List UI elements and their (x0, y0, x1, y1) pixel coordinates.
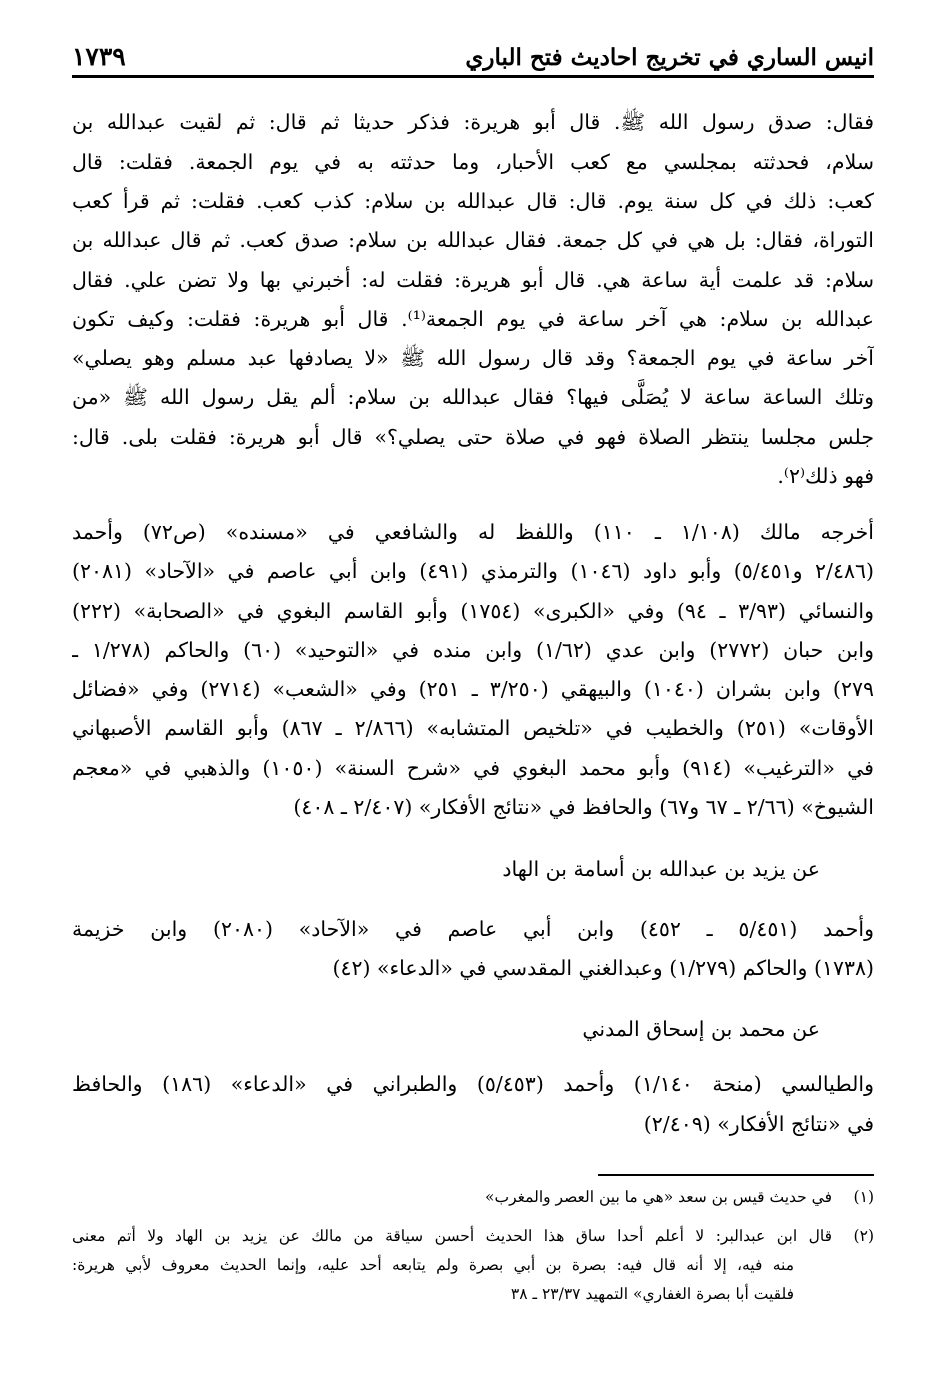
takhrij-line: في «الترغيب» (٩١٤) وأبو محمد البغوي في «شرح السنة» (١٠٥٠) والذهبي في «معجم (72, 756, 874, 780)
takhrij-line: (٢/٤٨٦ و٥/٤٥١) وأبو داود (١٠٤٦) والترمذي (٤٩١) وابن أبي عاصم في «الآحاد» (٢٠٨١) (72, 559, 874, 583)
footnote-2-continuation (72, 1281, 874, 1307)
footnote-text: منه فيه، إلا أنه قال فيه: بصرة بن أبي بصرة ولم يتابعه أحد عليه، وإنما الحديث معروف لأبي هريرة: (72, 1256, 794, 1274)
page-header (72, 38, 874, 78)
footnote-text: قال ابن عبدالبر: لا أعلم أحدا ساق هذا الحديث أحسن سياقة من مالك عن يزيد بن الهاد ولا أتم معنى (72, 1227, 832, 1245)
footnote-text: في حديث قيس بن سعد «هي ما بين العصر والمغرب» (485, 1188, 832, 1206)
body-line: جلس مجلسا ينتظر الصلاة فهو في صلاة حتى يصلي؟» قال أبو هريرة: فقلت بلى. قال: (72, 425, 874, 449)
body-line: آخر ساعة في يوم الجمعة؟ وقد قال رسول الله ﷺ «لا يصادفها عبد مسلم وهو يصلي» (72, 346, 874, 370)
section-heading: عن محمد بن إسحاق المدني (582, 1017, 820, 1041)
footnote-1 (72, 1184, 874, 1210)
body-line: سلام، فحدثته بمجلسي مع كعب الأحبار، وما حدثته به في يوم الجمعة. فقلت: قال (72, 150, 874, 174)
footnote-number: (٢) (853, 1227, 874, 1245)
running-title: انيس الساري في تخريج احاديث فتح الباري (465, 44, 874, 71)
takhrij-line: في «نتائج الأفكار» (٢/٤٠٩) (643, 1112, 874, 1136)
body-line: كعب: ذلك في كل سنة يوم. قال: قال عبدالله بن سلام: كذب كعب. فقلت: ثم قرأ كعب (72, 189, 874, 213)
takhrij-line: وابن حبان (٢٧٧٢) وابن عدي (١/٦٢) وابن منده في «التوحيد» (٦٠) والحاكم (١/٢٧٨ ـ (72, 638, 874, 662)
body-line: عبدالله بن سلام: هي آخر ساعة في يوم الجمعة⁽¹⁾. قال أبو هريرة: فقلت: وكيف تكون (72, 307, 874, 331)
takhrij-line: الشيوخ» (٢/٦٦ ـ ٦٧ و٦٧) والحافظ في «نتائج الأفكار» (٢/٤٠٧ ـ ٤٠٨) (293, 795, 874, 819)
body-line: سلام: قد علمت أية ساعة هي. قال أبو هريرة: فقلت له: أخبرني بها ولا تضن علي. فقال (72, 268, 874, 292)
takhrij-line: وأحمد (٥/٤٥١ ـ ٤٥٢) وابن أبي عاصم في «الآحاد» (٢٠٨٠) وابن خزيمة (72, 917, 874, 941)
footnote-2 (72, 1223, 874, 1249)
body-line: وتلك الساعة ساعة لا يُصَلَّى فيها؟ فقال عبدالله بن سلام: ألم يقل رسول الله ﷺ «من (72, 385, 874, 409)
page-number: ١٧٣٩ (72, 42, 126, 71)
footnote-separator (598, 1174, 874, 1176)
takhrij-line: والنسائي (٣/٩٣ ـ ٩٤) وفي «الكبرى» (١٧٥٤) وأبو القاسم البغوي في «الصحابة» (٢٢٢) (72, 599, 874, 623)
takhrij-line: الأوقات» (٢٥١) والخطيب في «تلخيص المتشابه» (٢/٨٦٦ ـ ٨٦٧) وأبو القاسم الأصبهاني (72, 716, 874, 740)
takhrij-line: (١٧٣٨) والحاكم (١/٢٧٩) وعبدالغني المقدسي في «الدعاء» (٤٢) (332, 956, 874, 980)
section-heading: عن يزيد بن عبدالله بن أسامة بن الهاد (502, 857, 820, 881)
takhrij-line: أخرجه مالك (١/١٠٨ ـ ١١٠) واللفظ له والشافعي في «مسنده» (ص٧٢) وأحمد (72, 520, 874, 544)
footnote-number: (١) (853, 1188, 874, 1206)
body-line: فقال: صدق رسول الله ﷺ. قال أبو هريرة: فذكر حديثا ثم قال: ثم لقيت عبدالله بن (72, 110, 874, 134)
takhrij-line: والطيالسي (منحة ١/١٤٠) وأحمد (٥/٤٥٣) والطبراني في «الدعاء» (١٨٦) والحافظ (72, 1072, 874, 1096)
footnote-2-continuation (72, 1252, 874, 1278)
body-line: التوراة، فقال: بل هي في كل جمعة. فقال عبدالله بن سلام: صدق كعب. ثم قال عبدالله بن (72, 228, 874, 252)
footnote-text: فلقيت أبا بصرة الغفاري» التمهيد ٢٣/٣٧ ـ ٣٨ (510, 1285, 794, 1303)
takhrij-line: ٢٧٩) وابن بشران (١٠٤٠) والبيهقي (٣/٢٥٠ ـ ٢٥١) وفي «الشعب» (٢٧١٤) وفي «فضائل (72, 677, 874, 701)
body-line: فهو ذلك⁽٢⁾. (777, 464, 874, 488)
